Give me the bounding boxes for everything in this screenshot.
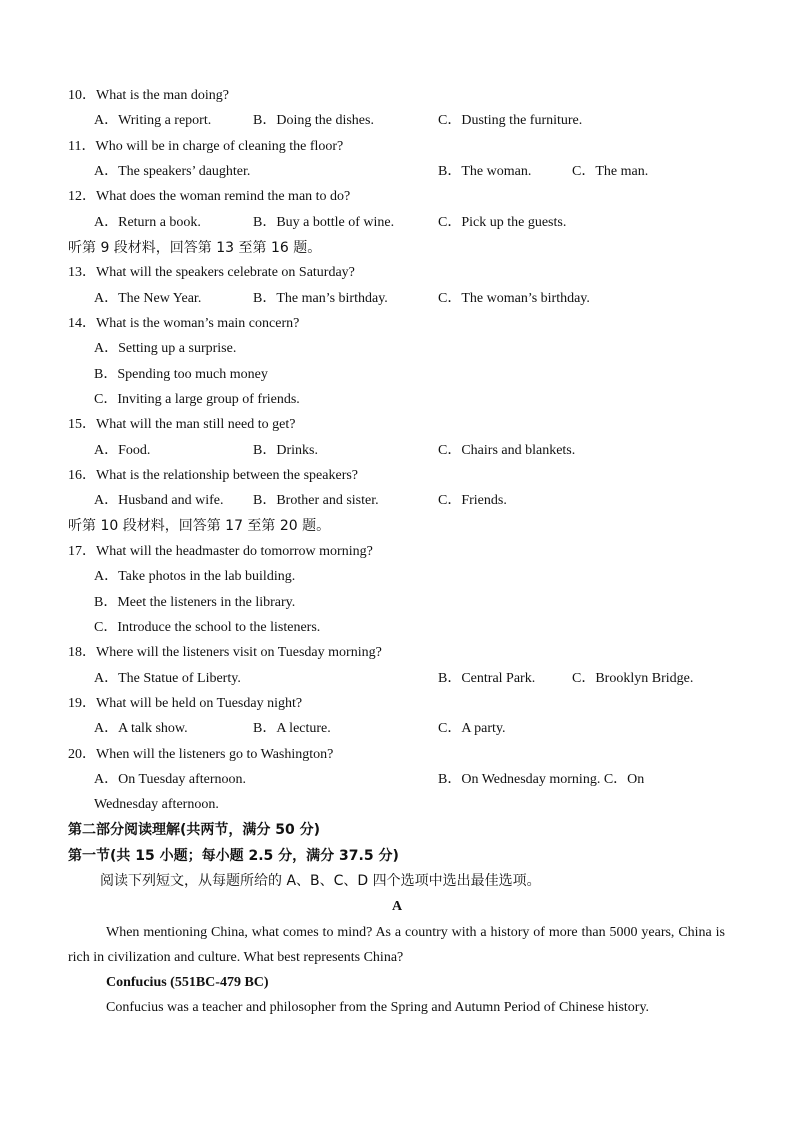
part-2-title: 第二部分阅读理解(共两节，满分 50 分)	[68, 822, 321, 838]
question-17: 17．What will the headmaster do tomorrow morning?	[68, 544, 373, 559]
q19-option-a: A．A talk show.	[94, 721, 188, 736]
q20-option-c-continued: Wednesday afternoon.	[94, 797, 219, 812]
question-13: 13．What will the speakers celebrate on Saturday?	[68, 265, 355, 280]
reading-instruction: 阅读下列短文，从每题所给的 A、B、C、D 四个选项中选出最佳选项。	[100, 873, 541, 889]
section-1-title: 第一节(共 15 小题；每小题 2.5 分，满分 37.5 分)	[68, 848, 399, 864]
question-15: 15．What will the man still need to get?	[68, 417, 296, 432]
passage-heading: Confucius (551BC-479 BC)	[106, 975, 269, 990]
q16-option-c: C．Friends.	[438, 493, 507, 508]
q11-option-c: C．The man.	[572, 164, 649, 179]
section-9-instruction: 听第 9 段材料，回答第 13 至第 16 题。	[68, 240, 322, 256]
q12-option-c: C．Pick up the guests.	[438, 215, 567, 230]
q20-option-b: B．On Wednesday morning. C．On	[438, 772, 645, 787]
question-16: 16．What is the relationship between the speakers?	[68, 468, 359, 483]
q14-option-a: A．Setting up a surprise.	[94, 341, 237, 356]
q15-option-c: C．Chairs and blankets.	[438, 443, 576, 458]
q12-option-a: A．Return a book.	[94, 215, 201, 230]
q13-option-a: A．The New Year.	[94, 291, 202, 306]
q18-option-c: C．Brooklyn Bridge.	[572, 671, 694, 686]
q19-option-c: C．A party.	[438, 721, 506, 736]
q10-option-c: C．Dusting the furniture.	[438, 113, 583, 128]
question-14: 14．What is the woman’s main concern?	[68, 316, 300, 331]
section-10-instruction: 听第 10 段材料，回答第 17 至第 20 题。	[68, 518, 331, 534]
q18-option-b: B．Central Park.	[438, 671, 536, 686]
q17-option-a: A．Take photos in the lab building.	[94, 569, 296, 584]
passage-label: A	[391, 899, 403, 914]
q14-option-c: C．Inviting a large group of friends.	[94, 392, 300, 407]
q17-option-c: C．Introduce the school to the listeners.	[94, 620, 321, 635]
q14-option-b: B．Spending too much money	[94, 367, 268, 382]
q16-option-a: A．Husband and wife.	[94, 493, 224, 508]
q12-option-b: B．Buy a bottle of wine.	[253, 215, 395, 230]
passage-intro: When mentioning China, what comes to mind? As a country with a history of more than 5000 years, China is rich in civilization and culture. What best represents China?	[68, 925, 725, 965]
q16-option-b: B．Brother and sister.	[253, 493, 379, 508]
question-11: 11．Who will be in charge of cleaning the floor?	[68, 139, 344, 154]
q13-option-b: B．The man’s birthday.	[253, 291, 388, 306]
q10-option-a: A．Writing a report.	[94, 113, 212, 128]
q13-option-c: C．The woman’s birthday.	[438, 291, 590, 306]
q10-option-b: B．Doing the dishes.	[253, 113, 374, 128]
q20-option-a: A．On Tuesday afternoon.	[94, 772, 247, 787]
q11-option-b: B．The woman.	[438, 164, 532, 179]
question-12: 12．What does the woman remind the man to do?	[68, 189, 351, 204]
question-20: 20．When will the listeners go to Washington?	[68, 747, 334, 762]
q15-option-b: B．Drinks.	[253, 443, 318, 458]
q17-option-b: B．Meet the listeners in the library.	[94, 595, 296, 610]
question-18: 18．Where will the listeners visit on Tuesday morning?	[68, 645, 382, 660]
question-19: 19．What will be held on Tuesday night?	[68, 696, 303, 711]
q18-option-a: A．The Statue of Liberty.	[94, 671, 241, 686]
q15-option-a: A．Food.	[94, 443, 151, 458]
passage-body: Confucius was a teacher and philosopher from the Spring and Autumn Period of Chinese history.	[106, 1000, 650, 1015]
question-10: 10．What is the man doing?	[68, 88, 229, 103]
q19-option-b: B．A lecture.	[253, 721, 331, 736]
q11-option-a: A．The speakers’ daughter.	[94, 164, 251, 179]
